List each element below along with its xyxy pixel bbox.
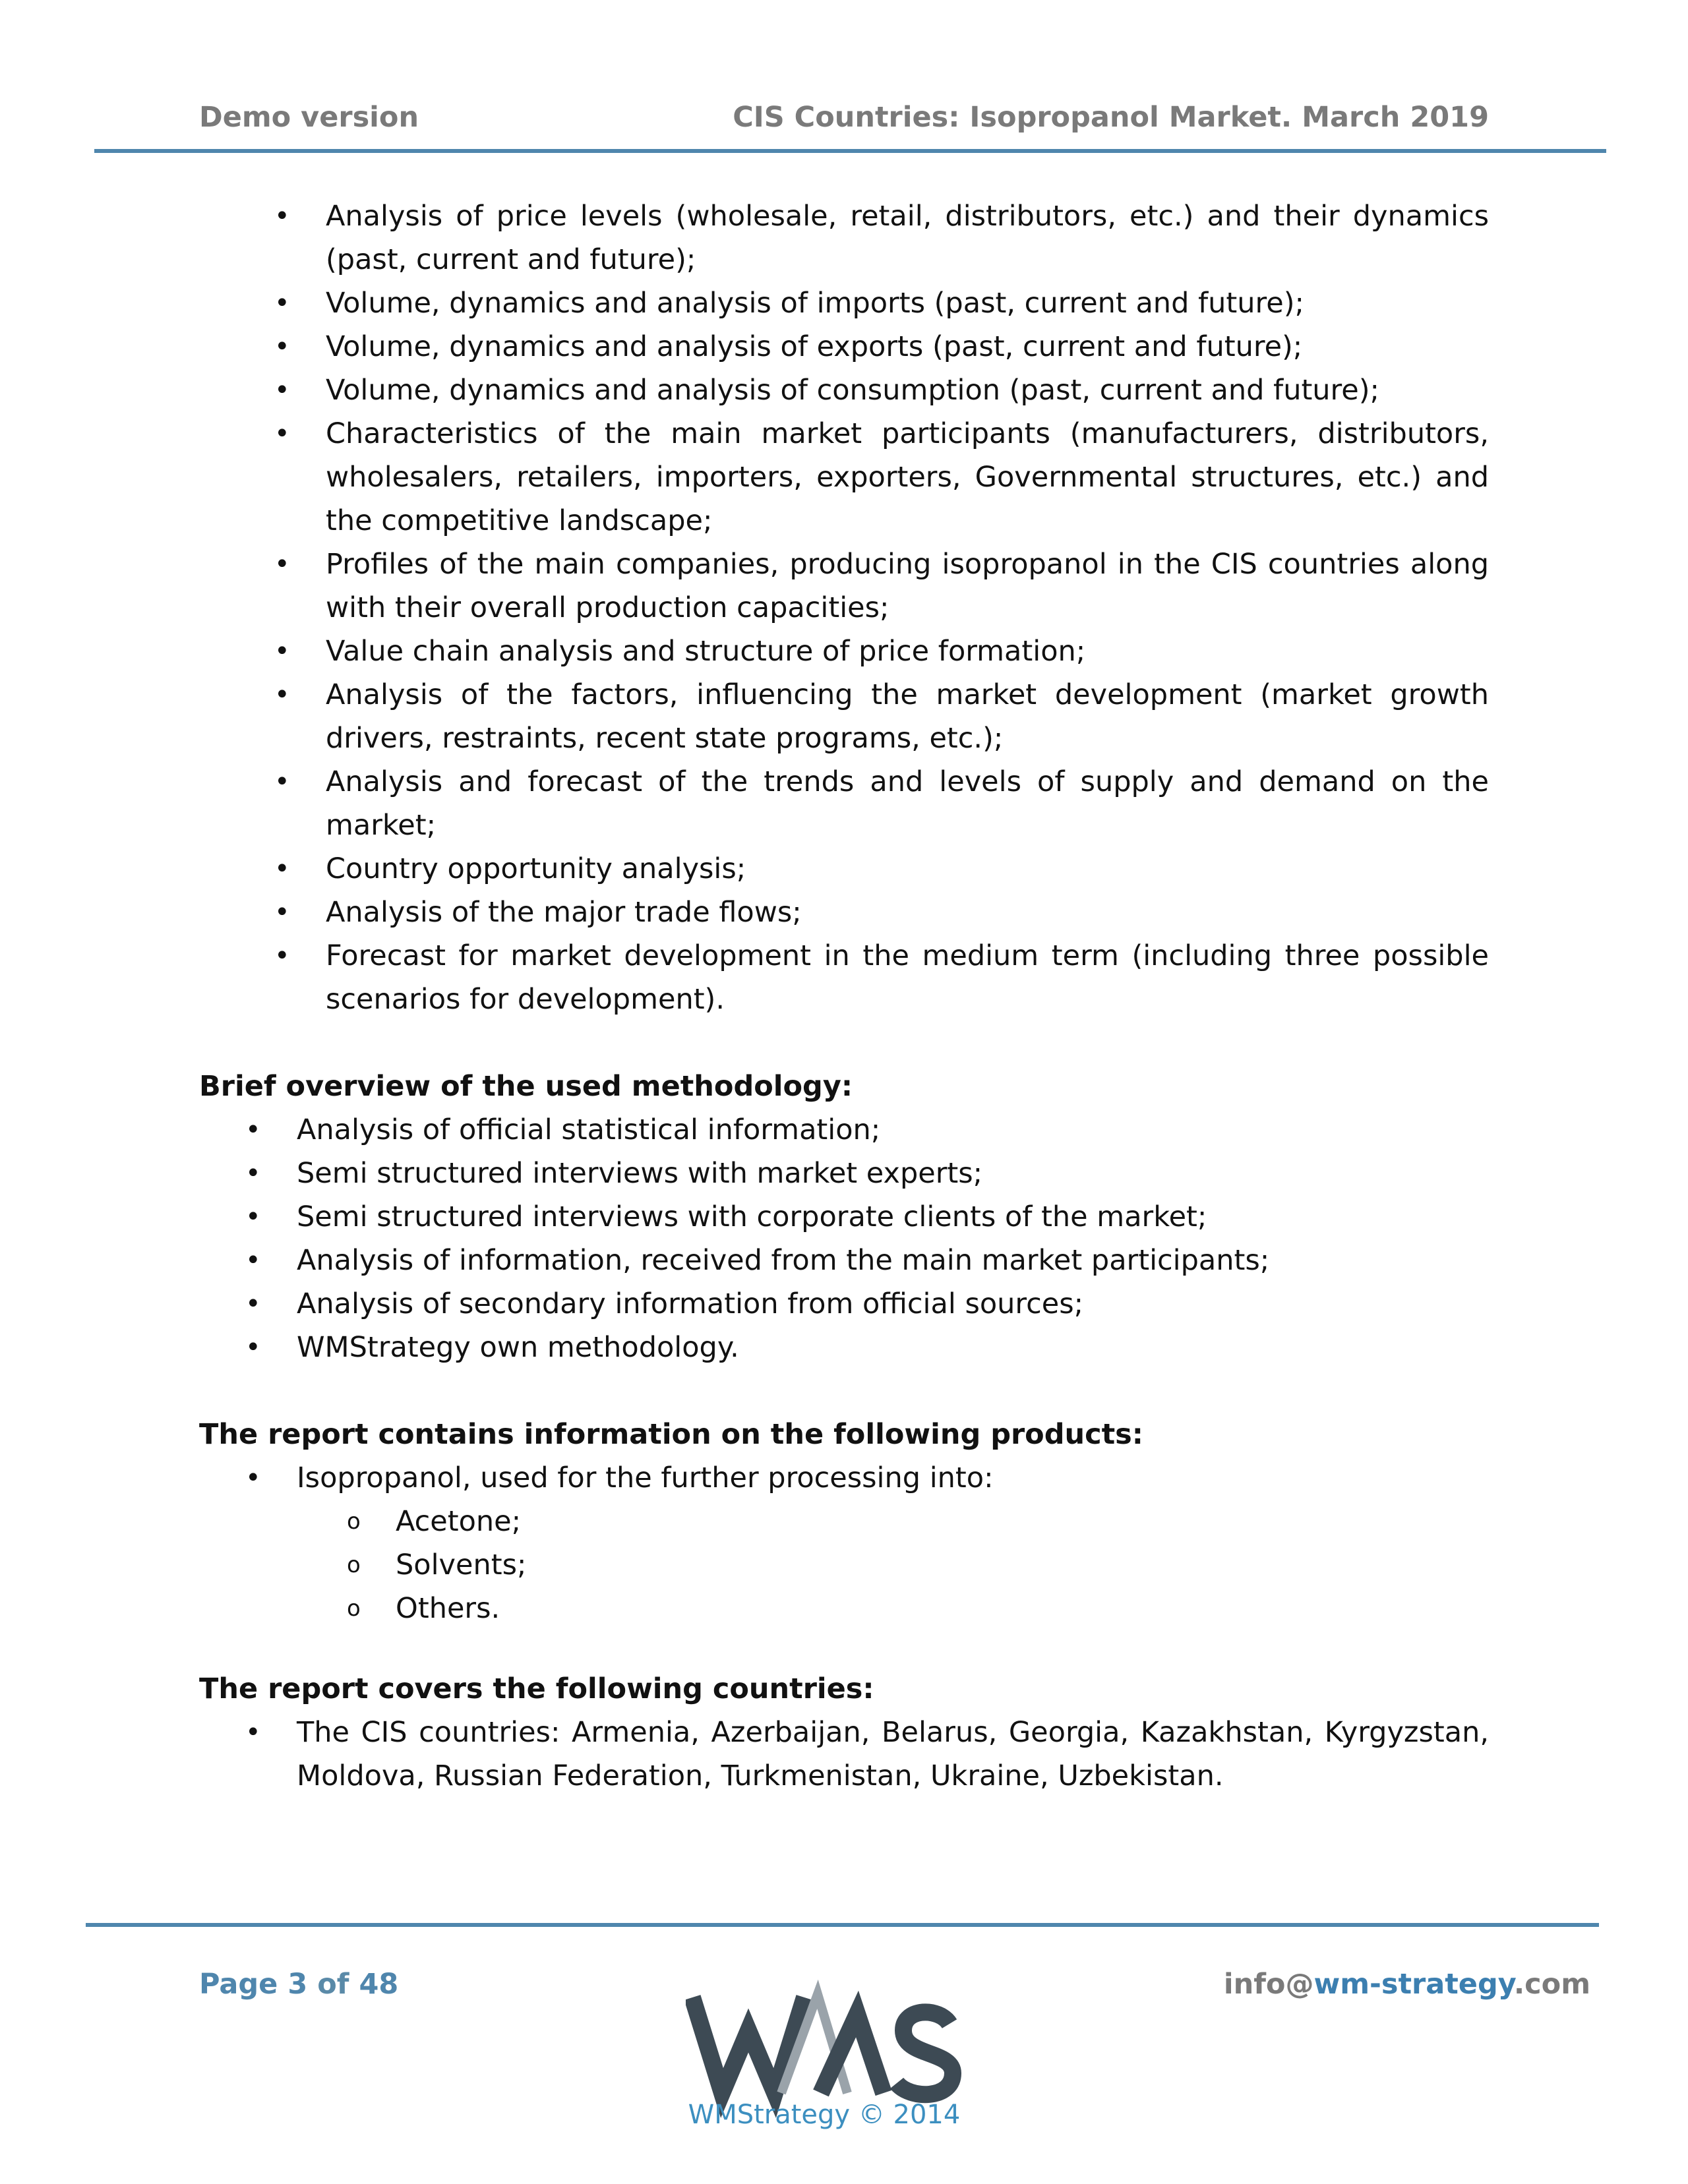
scope-list (199, 194, 1489, 1021)
products-list (199, 1456, 1489, 1630)
sublist-item: o Acetone; (396, 1500, 1489, 1543)
footer-divider (86, 1923, 1599, 1927)
list-item: • Volume, dynamics and analysis of imports (past, current and future); (326, 281, 1489, 325)
list-item: • Analysis of information, received from the main market participants; (297, 1239, 1489, 1282)
list-item: • Analysis of secondary information from official sources; (297, 1282, 1489, 1326)
contact-email[interactable] (1224, 1966, 1590, 2003)
product-sublist (297, 1500, 1489, 1630)
page-current: 3 (287, 1968, 308, 2001)
logo-caption: WMStrategy © 2014 (688, 2100, 961, 2130)
list-item: • Value chain analysis and structure of price formation; (326, 630, 1489, 673)
list-item: • Volume, dynamics and analysis of consumption (past, current and future); (326, 369, 1489, 412)
sublist-item: o Solvents; (396, 1543, 1489, 1587)
list-item: • Country opportunity analysis; (326, 847, 1489, 891)
list-item: • Volume, dynamics and analysis of exports (past, current and future); (326, 325, 1489, 369)
sublist-item: o Others. (396, 1587, 1489, 1630)
list-item: • Profiles of the main companies, producing isopropanol in the CIS countries along with their overall production capacities; (326, 543, 1489, 630)
list-item: • Characteristics of the main market participants (manufacturers, distributors, wholesalers, retailers, importers, exporters, Governmental structures, etc.) and the competitive landscape; (326, 412, 1489, 543)
wms-logo-mark (692, 1994, 953, 2094)
list-item (297, 1456, 1489, 1630)
list-item: • The CIS countries: Armenia, Azerbaijan, Belarus, Georgia, Kazakhstan, Kyrgyzstan, Moldova, Russian Federation, Turkmenistan, Ukraine, Uzbekistan. (297, 1711, 1489, 1798)
countries-heading: The report covers the following countries: (199, 1672, 874, 1705)
page-header (0, 0, 1688, 158)
email-domain: wm-strategy (1313, 1968, 1514, 2001)
header-divider (94, 149, 1606, 153)
page-total: 48 (359, 1968, 399, 2001)
methodology-heading: Brief overview of the used methodology: (199, 1070, 853, 1103)
page-of: of (317, 1968, 349, 2001)
list-item: • WMStrategy own methodology. (297, 1326, 1489, 1369)
products-heading: The report contains information on the following products: (199, 1418, 1143, 1451)
email-tld: .com (1513, 1968, 1590, 2001)
list-item: • Analysis and forecast of the trends and levels of supply and demand on the market; (326, 760, 1489, 847)
list-item: • Semi structured interviews with market experts; (297, 1152, 1489, 1195)
report-title: CIS Countries: Isopropanol Market. March 2019 (733, 101, 1489, 134)
list-item: • Analysis of the major trade flows; (326, 891, 1489, 934)
list-item: • Analysis of the factors, influencing the market development (market growth drivers, restraints, recent state programs, etc.); (326, 673, 1489, 760)
list-item: • Analysis of price levels (wholesale, retail, distributors, etc.) and their dynamics (past, current and future); (326, 194, 1489, 281)
page-content (199, 194, 1489, 1798)
countries-list (199, 1711, 1489, 1798)
product-item-text: Isopropanol, used for the further processing into: (297, 1461, 994, 1494)
list-item: • Analysis of official statistical information; (297, 1108, 1489, 1152)
list-item: • Semi structured interviews with corporate clients of the market; (297, 1195, 1489, 1239)
page-label: Page (199, 1968, 278, 2001)
methodology-list (199, 1108, 1489, 1369)
email-user: info@ (1223, 1968, 1314, 2001)
page-number (199, 1966, 398, 2003)
list-item: • Forecast for market development in the medium term (including three possible scenarios for development). (326, 934, 1489, 1021)
demo-label: Demo version (199, 101, 419, 134)
